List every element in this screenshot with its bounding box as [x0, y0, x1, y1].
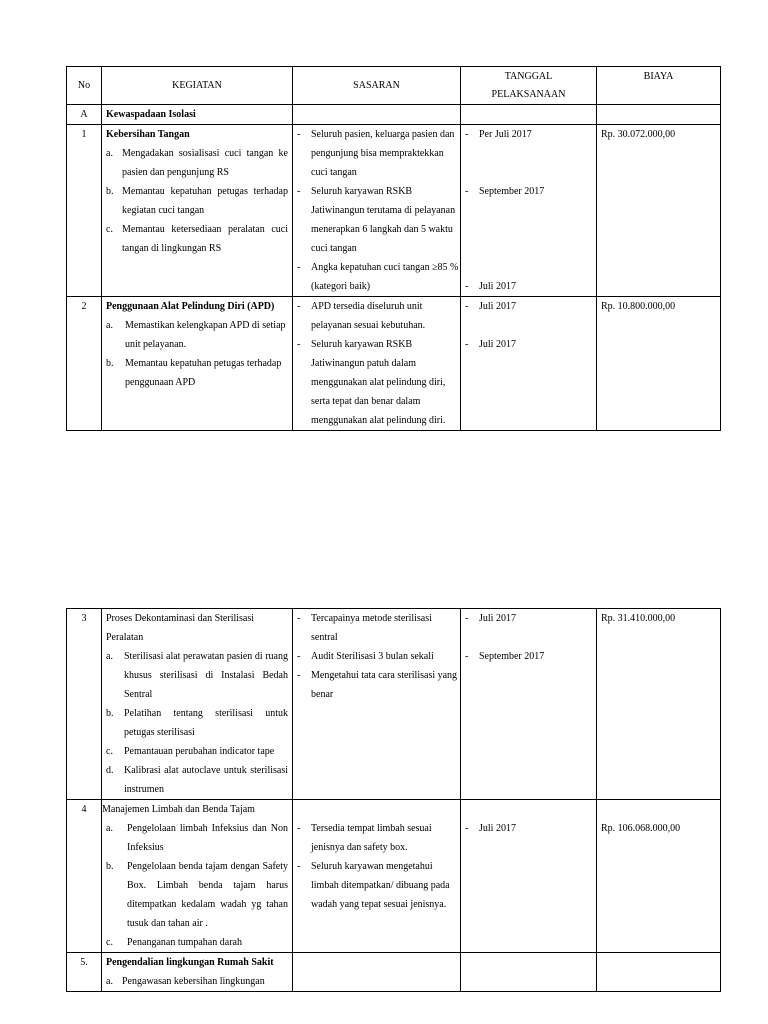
section-title: Kewaspadaan Isolasi [102, 105, 293, 125]
kegiatan-title: Penggunaan Alat Pelindung Diri (APD) [106, 301, 275, 312]
header-kegiatan: KEGIATAN [102, 67, 293, 105]
sasaran-item: - Audit Sterilisasi 3 bulan sekali [297, 651, 434, 662]
kegiatan-item: c. Pemantauan perubahan indicator tape [106, 746, 275, 757]
tanggal-item: - Juli 2017 [465, 823, 516, 834]
kegiatan-item: b. Pengelolaan benda tajam dengan Safety Box. Limbah benda tajam harus ditempatkan kedalam wadah yg tahan tusuk dan tahan air . [106, 861, 288, 929]
kegiatan-title: Kebersihan Tangan [106, 129, 190, 140]
kegiatan-cell [102, 953, 293, 992]
kegiatan-cell [102, 125, 293, 297]
tanggal-cell [461, 609, 597, 800]
sasaran-item: - Seluruh karyawan RSKB Jatiwinangun patuh dalam menggunakan alat pelindung diri, serta tepat dan benar dalam menggunakan alat pelindung diri. [297, 339, 446, 426]
kegiatan-item: a. Mengadakan sosialisasi cuci tangan ke pasien dan pengunjung RS [106, 148, 288, 178]
row-number: 2 [67, 297, 102, 431]
kegiatan-item: d. Kalibrasi alat autoclave untuk sterilisasi instrumen [106, 765, 288, 795]
header-tanggal [461, 67, 597, 105]
biaya-cell [597, 800, 721, 953]
kegiatan-item: b. Pelatihan tentang sterilisasi untuk petugas sterilisasi [106, 708, 288, 738]
row-number: 4 [67, 800, 102, 953]
kegiatan-item: b. Memantau kepatuhan petugas terhadap kegiatan cuci tangan [106, 186, 288, 216]
tanggal-item: - September 2017 [465, 186, 545, 197]
row-number: 3 [67, 609, 102, 800]
tanggal-item: - Juli 2017 [465, 613, 516, 624]
sasaran-item: - Tercapainya metode sterilisasi sentral [297, 613, 432, 643]
tanggal-item: - Juli 2017 [465, 301, 516, 312]
biaya-cell: Rp. 30.072.000,00 [597, 125, 721, 297]
table-row [67, 125, 721, 297]
table-row [67, 800, 721, 953]
sasaran-item: - Seluruh pasien, keluarga pasien dan pengunjung bisa mempraktekkan cuci tangan [297, 129, 455, 178]
sasaran-cell [293, 125, 461, 297]
table-row [67, 609, 721, 800]
kegiatan-item: a. Memastikan kelengkapan APD di setiap unit pelayanan. [106, 320, 286, 350]
tanggal-cell [461, 297, 597, 431]
sasaran-item: - APD tersedia diseluruh unit pelayanan sesuai kebutuhan. [297, 301, 426, 331]
sasaran-cell [293, 297, 461, 431]
tanggal-cell [461, 125, 597, 297]
kegiatan-cell [102, 297, 293, 431]
sasaran-cell [293, 609, 461, 800]
kegiatan-title: Pengendalian lingkungan Rumah Sakit [106, 957, 274, 968]
header-sasaran: SASARAN [293, 67, 461, 105]
kegiatan-item: b. Memantau kepatuhan petugas terhadap penggunaan APD [106, 358, 282, 388]
table-header-row [67, 67, 721, 105]
kegiatan-title: Proses Dekontaminasi dan Sterilisasi Peralatan [106, 613, 255, 643]
tanggal-item: - Juli 2017 [465, 339, 516, 350]
row-number: 1 [67, 125, 102, 297]
biaya-value: Rp. 106.068.000,00 [601, 823, 681, 834]
sasaran-item: - Angka kepatuhan cuci tangan ≥85 % (kategori baik) [297, 262, 459, 292]
table-row [67, 297, 721, 431]
sasaran-item: - Seluruh karyawan RSKB Jatiwinangun terutama di pelayanan menerapkan 6 langkah dan 5 waktu cuci tangan [297, 186, 456, 254]
section-row-a [67, 105, 721, 125]
sasaran-item: - Seluruh karyawan mengetahui limbah ditempatkan/ dibuang pada wadah yang tepat sesuai jenisnya. [297, 861, 450, 910]
biaya-cell: Rp. 31.410.000,00 [597, 609, 721, 800]
header-biaya: BIAYA [597, 67, 721, 105]
tanggal-item: - Juli 2017 [465, 281, 516, 292]
section-number: A [67, 105, 102, 125]
kegiatan-title: Manajemen Limbah dan Benda Tajam [102, 804, 255, 815]
kegiatan-item: a. Pengawasan kebersihan lingkungan [106, 976, 265, 987]
kegiatan-item: c. Penanganan tumpahan darah [106, 937, 242, 948]
header-tanggal-line1: TANGGAL [504, 70, 553, 82]
kegiatan-cell [102, 800, 293, 953]
row-number: 5. [67, 953, 102, 992]
tanggal-item: - Per Juli 2017 [465, 129, 532, 140]
sasaran-item: - Tersedia tempat limbah sesuai jenisnya dan safety box. [297, 823, 432, 853]
kegiatan-item: c. Memantau ketersediaan peralatan cuci tangan di lingkungan RS [106, 224, 288, 254]
header-tanggal-line2: PELAKSANAAN [491, 88, 566, 100]
activity-table-part-1 [66, 66, 721, 431]
table-row [67, 953, 721, 992]
tanggal-cell [461, 800, 597, 953]
tanggal-item: - September 2017 [465, 651, 545, 662]
biaya-cell: Rp. 10.800.000,00 [597, 297, 721, 431]
header-no: No [67, 67, 102, 105]
sasaran-item: - Mengetahui tata cara sterilisasi yang benar [297, 670, 458, 700]
kegiatan-item: a. Sterilisasi alat perawatan pasien di ruang khusus sterilisasi di Instalasi Bedah Sentral [106, 651, 288, 700]
sasaran-cell [293, 800, 461, 953]
activity-table-part-2 [66, 608, 721, 992]
kegiatan-cell [102, 609, 293, 800]
kegiatan-item: a. Pengelolaan limbah Infeksius dan Non Infeksius [106, 823, 288, 853]
